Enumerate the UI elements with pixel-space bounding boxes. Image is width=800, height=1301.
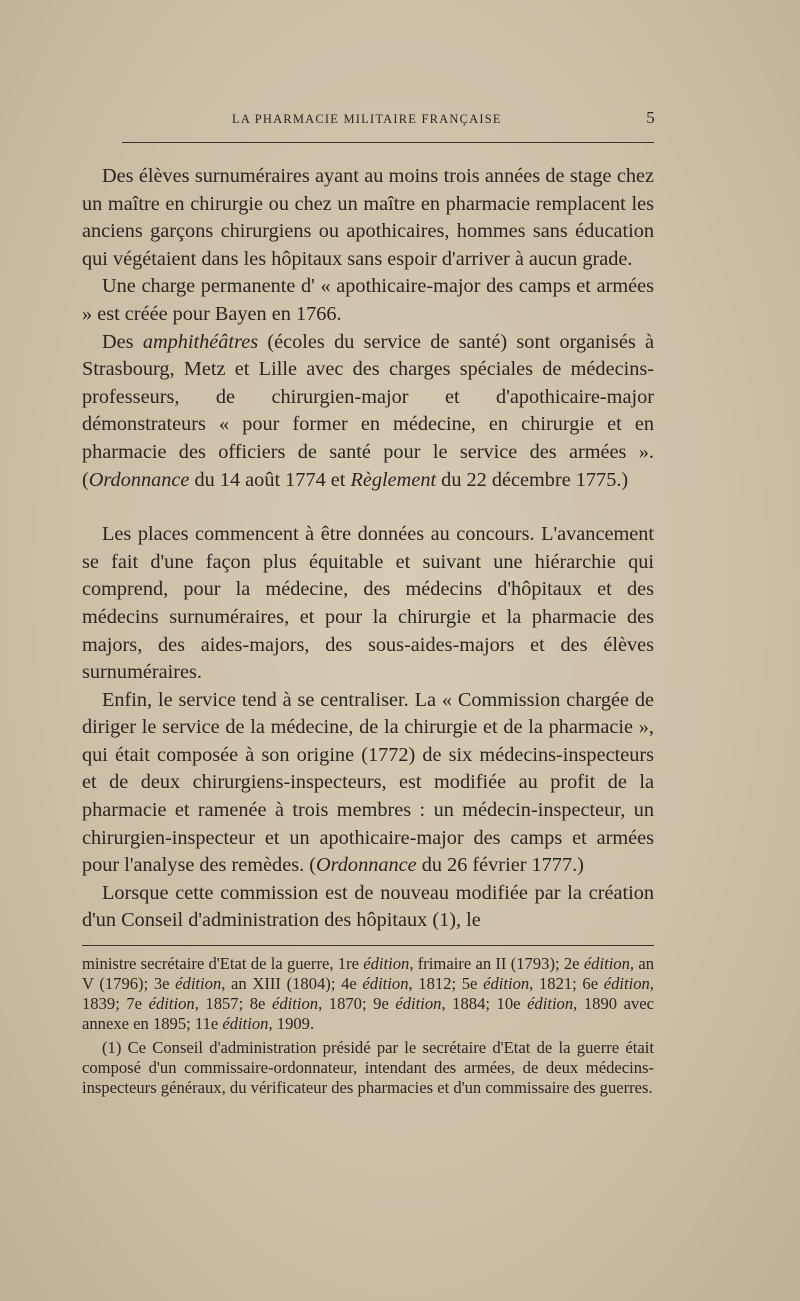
book-page bbox=[82, 108, 654, 1098]
page-header bbox=[82, 108, 654, 130]
footnote-continuation: ministre secrétaire d'Etat de la guerre, 1re édition, frimaire an II (1793); 2e édition, an V (1796); 3e édition, an XIII (1804); 4e édition, 1812; 5e édition, 1821; 6e édition, 1839; 7e édition, 1857; 8e édition, 1870; 9e édition, 1884; 10e édition, 1890 avec annexe en 1895; 11e édition, 1909. bbox=[82, 954, 655, 1034]
paragraph-charge: Une charge permanente d' « apothicaire-major des camps et armées » est créée pour Bayen en 1766. bbox=[82, 275, 654, 325]
paragraph-amphitheatres: Des amphithéâtres (écoles du service de santé) sont organisés à Strasbourg, Metz et Lille avec des charges spéciales de médecins-professeurs, de chirurgien-major et d'apothicaire-major démonstrateurs « pour former en médecine, en chirurgie et en pharmacie des officiers de santé pour le service des armées ». (Ordonnance du 14 août 1774 et Règlement du 22 décembre 1775.) bbox=[82, 330, 654, 491]
paragraph-eleves: Des élèves surnuméraires ayant au moins trois années de stage chez un maître en chirurgie ou chez un maître en pharmacie remplacent les anciens garçons chirurgiens ou apothicaires, hommes sans éducation qui végétaient dans les hôpitaux sans espoir d'arriver à aucun grade. bbox=[82, 165, 654, 270]
page-number: 5 bbox=[646, 108, 656, 127]
footnote-rule bbox=[82, 945, 654, 946]
paragraph-commission: Enfin, le service tend à se centraliser. La « Commission chargée de diriger le service de la médecine, de la chirurgie et de la pharmacie », qui était composée à son origine (1772) de six médecins-inspecteurs et de deux chirurgiens-inspecteurs, est modifiée au profit de la pharmacie et ramenée à trois membres : un médecin-inspecteur, un chirurgien-inspecteur et un apothicaire-major des camps et armées pour l'analyse des remèdes. (Ordonnance du 26 février 1777.) bbox=[82, 688, 654, 877]
main-text bbox=[82, 163, 654, 935]
paragraph-concours: Les places commencent à être données au concours. L'avancement se fait d'une façon plus équitable et suivant une hiérarchie qui comprend, pour la médecine, des médecins d'hôpitaux et des médecins surnuméraires, et pour la chirurgie et la pharmacie des majors, des aides-majors, des sous-aides-majors et des élèves surnuméraires. bbox=[82, 523, 654, 684]
paragraph-conseil: Lorsque cette commission est de nouveau modifiée par la création d'un Conseil d'administration des hôpitaux (1), le bbox=[82, 881, 654, 932]
header-rule bbox=[122, 142, 654, 143]
running-title: LA PHARMACIE MILITAIRE FRANÇAISE bbox=[232, 112, 502, 126]
footnote-1: (1) Ce Conseil d'administration présidé par le secrétaire d'Etat de la guerre était composé d'un commissaire-ordonnateur, intendant des armées, de deux médecins-inspecteurs généraux, du vérificateur des pharmacies et d'un commissaire des guerres. bbox=[82, 1038, 654, 1098]
footnotes bbox=[82, 954, 654, 1098]
